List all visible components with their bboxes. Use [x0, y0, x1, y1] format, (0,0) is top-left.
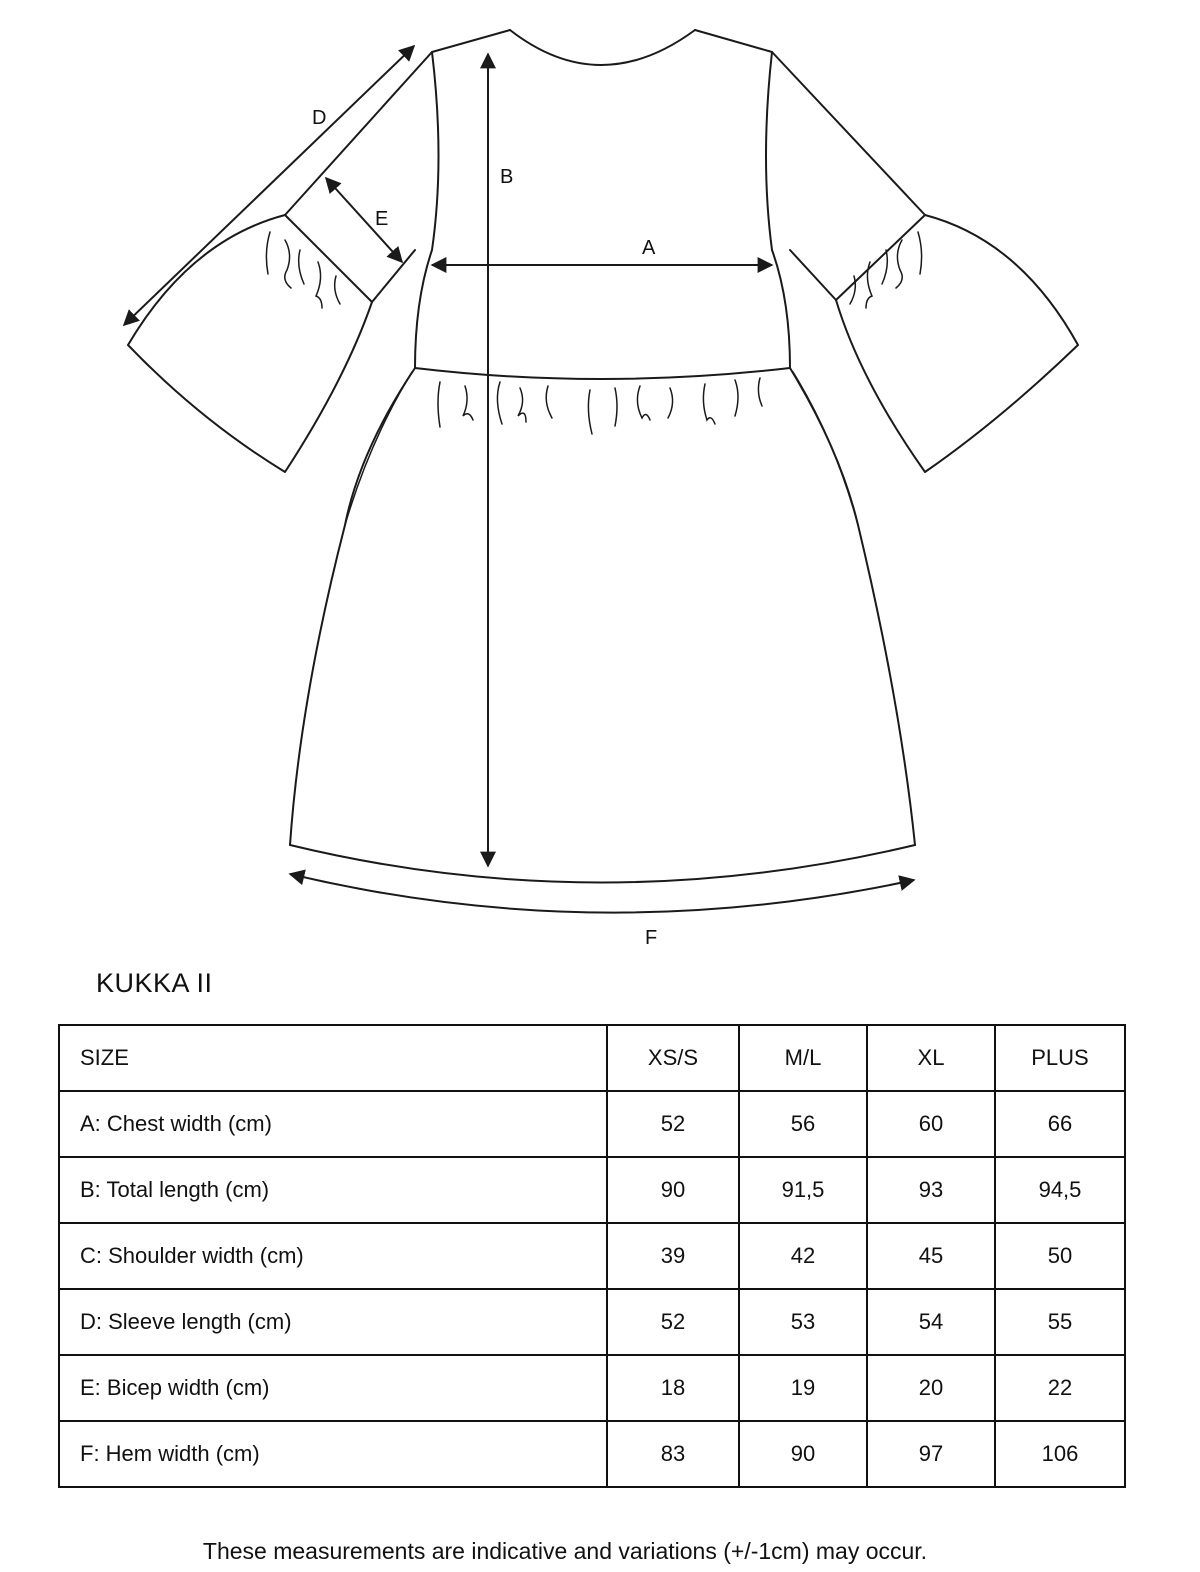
table-cell: 19 [739, 1355, 867, 1421]
right-skirt-side [790, 368, 915, 845]
table-cell: 94,5 [995, 1157, 1125, 1223]
left-shoulder [432, 30, 510, 52]
table-cell: 90 [739, 1421, 867, 1487]
table-cell: 42 [739, 1223, 867, 1289]
table-cell: 53 [739, 1289, 867, 1355]
right-sleeve-band-seam [836, 215, 925, 300]
left-skirt-side [290, 368, 415, 845]
header-cell: SIZE [59, 1025, 607, 1091]
table-cell: 52 [607, 1289, 739, 1355]
table-cell: 18 [607, 1355, 739, 1421]
dress-outline [128, 30, 1078, 883]
arrow-e [326, 178, 402, 262]
arrow-d [124, 46, 414, 325]
measurement-arrows [124, 46, 914, 913]
table-cell: 56 [739, 1091, 867, 1157]
label-a: A [642, 237, 656, 259]
table-row [59, 1223, 1125, 1289]
table-cell: 52 [607, 1091, 739, 1157]
table-cell: 45 [867, 1223, 995, 1289]
table-cell: 22 [995, 1355, 1125, 1421]
measurement-footnote: These measurements are indicative and variations (+/-1cm) may occur. [202, 1538, 928, 1564]
row-label: C: Shoulder width (cm) [59, 1223, 607, 1289]
header-cell: PLUS [995, 1025, 1125, 1091]
header-cell: XL [867, 1025, 995, 1091]
hem [290, 845, 915, 883]
table-row [59, 1157, 1125, 1223]
left-sleeve-flounce [128, 215, 372, 472]
right-pocket [793, 372, 858, 525]
table-cell: 106 [995, 1421, 1125, 1487]
label-e: E [375, 208, 389, 230]
label-f: F [645, 927, 658, 949]
table-row [59, 1289, 1125, 1355]
table-row [59, 1421, 1125, 1487]
table-cell: 54 [867, 1289, 995, 1355]
table-cell: 66 [995, 1091, 1125, 1157]
header-cell: XS/S [607, 1025, 739, 1091]
right-shoulder [695, 30, 772, 52]
left-sleeve-underarm [372, 250, 415, 302]
size-chart-table [58, 1024, 1126, 1488]
neckline [510, 30, 695, 65]
label-b: B [500, 166, 514, 188]
skirt-gathers [438, 378, 762, 434]
table-cell: 50 [995, 1223, 1125, 1289]
row-label: D: Sleeve length (cm) [59, 1289, 607, 1355]
table-cell: 83 [607, 1421, 739, 1487]
table-cell: 97 [867, 1421, 995, 1487]
table-cell: 90 [607, 1157, 739, 1223]
table-row [59, 1355, 1125, 1421]
right-sleeve-upper-edge [772, 52, 925, 215]
left-sleeve-upper-edge [285, 52, 432, 215]
table-cell: 39 [607, 1223, 739, 1289]
right-bodice-side [766, 52, 790, 368]
table-header-row [59, 1025, 1125, 1091]
table-cell: 55 [995, 1289, 1125, 1355]
row-label: B: Total length (cm) [59, 1157, 607, 1223]
table-cell: 93 [867, 1157, 995, 1223]
header-cell: M/L [739, 1025, 867, 1091]
row-label: E: Bicep width (cm) [59, 1355, 607, 1421]
right-sleeve-gathers [850, 232, 922, 308]
table-cell: 60 [867, 1091, 995, 1157]
left-sleeve-gathers [266, 232, 340, 308]
table-cell: 20 [867, 1355, 995, 1421]
table-cell: 91,5 [739, 1157, 867, 1223]
right-sleeve-flounce [836, 215, 1078, 472]
row-label: F: Hem width (cm) [59, 1421, 607, 1487]
left-bodice-side [415, 52, 439, 368]
left-pocket [345, 372, 412, 525]
table-row [59, 1091, 1125, 1157]
product-title: KUKKA II [96, 968, 213, 998]
right-sleeve-underarm [790, 250, 836, 300]
row-label: A: Chest width (cm) [59, 1091, 607, 1157]
arrow-f [290, 874, 914, 913]
label-d: D [312, 107, 327, 129]
waist-seam [415, 368, 790, 379]
